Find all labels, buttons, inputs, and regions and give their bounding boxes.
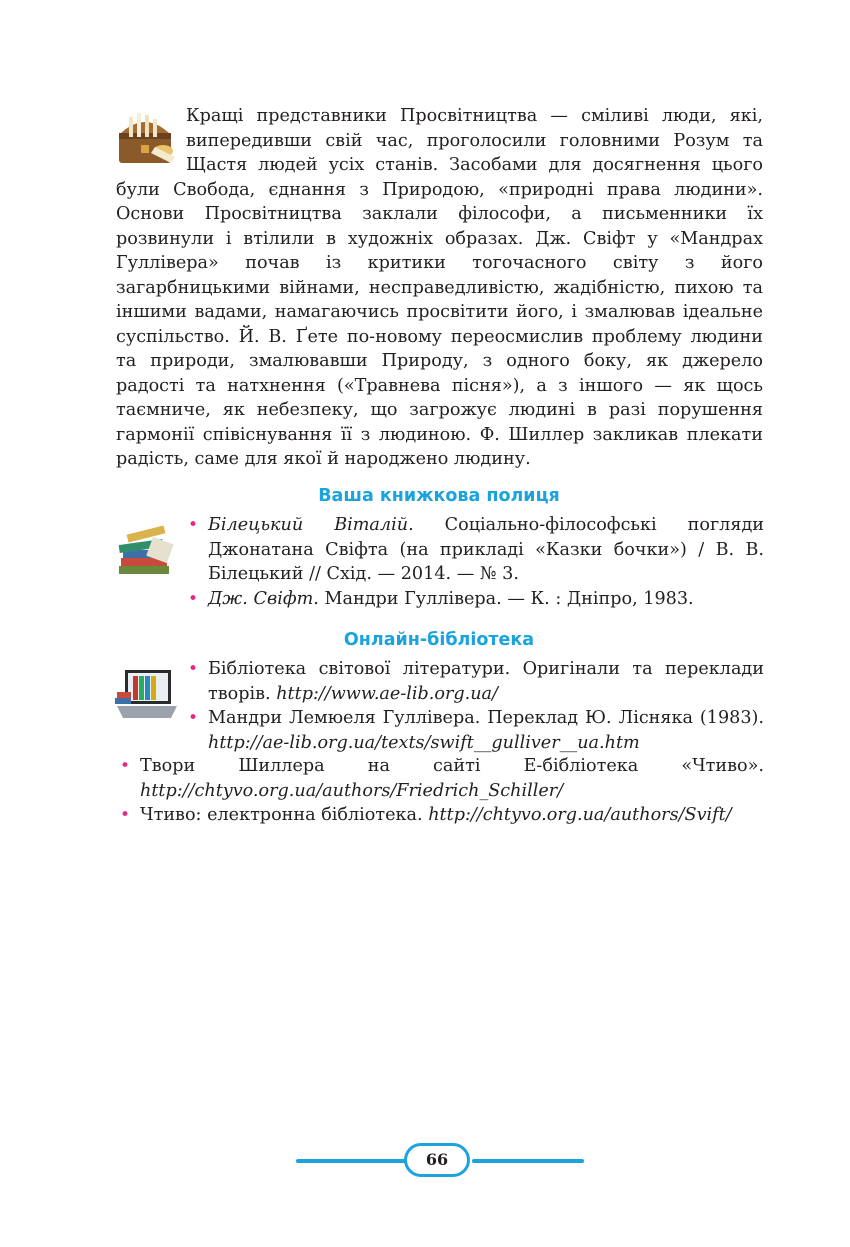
- laptop-books-icon: [115, 666, 177, 722]
- bullet-icon: •: [188, 708, 199, 728]
- bullet-icon: •: [188, 588, 199, 609]
- bullet-icon: •: [120, 805, 131, 825]
- list-item: • Чтиво: електронна бібліотека. http://chtyvo.org.ua/authors/Svift/: [118, 803, 764, 828]
- bookshelf-list: [186, 513, 764, 611]
- list-item: • Бібліотека світової літератури. Оригінали та переклади творів. http://www.ae-lib.org.ua/: [188, 659, 764, 704]
- list-item: • Мандри Лемюеля Гуллівера. Переклад Ю. Лісняка (1983). http://ae-lib.org.ua/texts/swift__gulliver__ua.htm: [188, 708, 764, 753]
- library-link[interactable]: http://chtyvo.org.ua/authors/Svift/: [428, 805, 732, 825]
- library-link[interactable]: http://ae-lib.org.ua/texts/swift__gulliver__ua.htm: [208, 732, 640, 753]
- page-footer: [296, 1143, 584, 1183]
- online-library-list: [186, 657, 764, 755]
- list-item: • Твори Шиллера на сайті Е-бібліотека «Чтиво». http://chtyvo.org.ua/authors/Friedrich_Schiller/: [120, 756, 764, 801]
- bullet-icon: •: [188, 515, 199, 535]
- list-item: • Білецький Віталій. Соціально-філософські погляди Джонатана Свіфта (на прикладі «Казки бочки») / В. В. Білецький // Схід. — 2014. — № 3.: [188, 515, 764, 584]
- list-item: • Дж. Свіфт. Мандри Гуллівера. — К. : Дніпро, 1983.: [186, 587, 764, 612]
- bookshelf-heading: Ваша книжкова полиця: [318, 486, 560, 506]
- intro-paragraph: Кращі представники Просвітництва — сміливі люди, які, випередивши свій час, проголосили головними Розум та Щастя людей усіх станів. Засобами для досягнення цього були Свобода, єднання з Природою, «природні права людини». Основи Просвітництва заклали філософи, а письменники їх розвинули і втілили в художніх образах. Дж. Свіфт у «Мандрах Гуллівера» почав із критики тогочасного світу з його загарбницькими війнами, несправедливістю, жадібністю, пихою та іншими вадами, намагаючись просвітити його, і змалював ідеальне суспільство. Й. В. Ґете по-новому переосмислив проблему людини та природи, змалювавши Природу, з одного боку, як джерело радості та натхнення («Травнева пісня»), а з іншого — як щось таємниче, як небезпеку, що загрожує людині в разі порушення гармонії співіснування її з людиною. Ф. Шиллер закликав плекати радість, саме для якої й народжено людину.: [116, 106, 763, 469]
- online-library-heading: Онлайн-бібліотека: [343, 630, 535, 650]
- bullet-icon: •: [188, 659, 199, 679]
- footer-rule-left: [296, 1159, 408, 1163]
- footer-rule-right: [472, 1159, 584, 1163]
- books-icon: [115, 522, 175, 578]
- library-link[interactable]: http://chtyvo.org.ua/authors/Friedrich_Schiller/: [140, 780, 564, 801]
- page-number: 66: [404, 1143, 470, 1177]
- online-library-list-continued: [118, 754, 764, 828]
- bullet-icon: •: [120, 756, 131, 776]
- library-link[interactable]: http://www.ae-lib.org.ua/: [276, 683, 498, 704]
